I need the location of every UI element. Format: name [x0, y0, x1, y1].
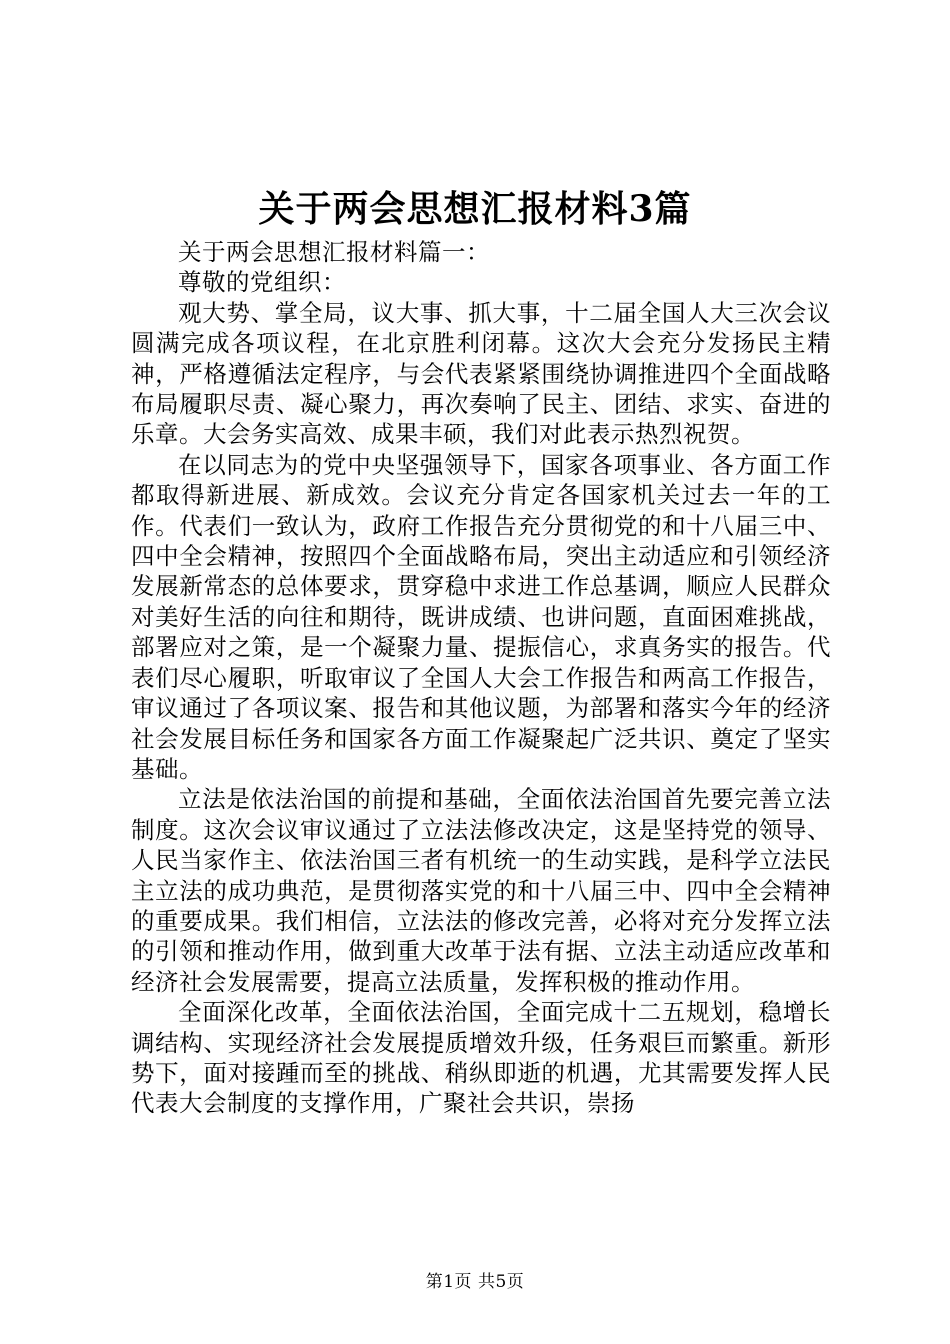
document-title: 关于两会思想汇报材料3篇 [258, 188, 692, 230]
body-paragraph: 在以同志为的党中央坚强领导下，国家各项事业、各方面工作都取得新进展、新成效。会议充分肯定各国家机关过去一年的工作。代表们一致认为，政府工作报告充分贯彻党的和十八届三中、四中全会精神，按照四个全面战略布局，突出主动适应和引领经济发展新常态的总体要求，贯穿稳中求进工作总基调，顺应人民群众对美好生活的向往和期待，既讲成绩、也讲问题，直面困难挑战，部署应对之策，是一个凝聚力量、提振信心，求真务实的报告。代表们尽心履职，听取审议了全国人大会工作报告和两高工作报告，审议通过了各项议案、报告和其他议题，为部署和落实今年的经济社会发展目标任务和国家各方面工作凝聚起广泛共识、奠定了坚实基础。 [131, 450, 831, 783]
salutation: 尊敬的党组织： [178, 268, 346, 297]
body-paragraph: 立法是依法治国的前提和基础，全面依法治国首先要完善立法制度。这次会议审议通过了立法法修改决定，这是坚持党的领导、人民当家作主、依法治国三者有机统一的生动实践，是科学立法民主立法的成功典范，是贯彻落实党的和十八届三中、四中全会精神的重要成果。我们相信，立法法的修改完善，必将对充分发挥立法的引领和推动作用，做到重大改革于法有据、立法主动适应改革和经济社会发展需要，提高立法质量，发挥积极的推动作用。 [131, 785, 831, 996]
section-heading: 关于两会思想汇报材料篇一： [178, 238, 490, 266]
body-paragraph: 观大势、掌全局，议大事、抓大事，十二届全国人大三次会议圆满完成各项议程，在北京胜利闭幕。这次大会充分发扬民主精神，严格遵循法定程序，与会代表紧紧围绕协调推进四个全面战略布局履职尽责、凝心聚力，再次奏响了民主、团结、求实、奋进的乐章。大会务实高效、成果丰硕，我们对此表示热烈祝贺。 [131, 298, 831, 449]
page-number-footer: 第1页 共5页 [425, 1272, 525, 1292]
document-body [131, 237, 831, 1119]
body-paragraph: 全面深化改革，全面依法治国，全面完成十二五规划，稳增长调结构、实现经济社会发展提质增效升级，任务艰巨而繁重。新形势下，面对接踵而至的挑战、稍纵即逝的机遇，尤其需要发挥人民代表大会制度的支撑作用，广聚社会共识，崇扬 [131, 998, 831, 1118]
